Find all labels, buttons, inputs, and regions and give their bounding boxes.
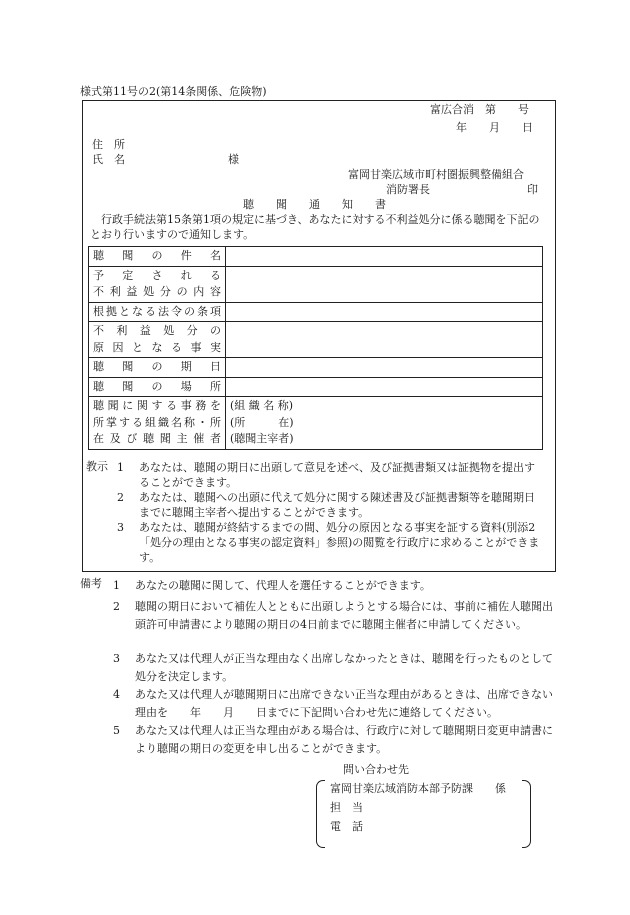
remark-text: あなた又は代理人が聴聞期日に出席できない正当な理由があるときは、出席できない理由を 年 月 日までに下記問い合わせ先に連絡してください。 [135, 688, 553, 719]
remark-text: 聴聞の期日において補佐人とともに出頭しようとする場合には、事前に補佐人聴聞出頭許可申請書により聴聞の期日の4日前までに聴聞主催者に申請してください。 [135, 600, 553, 631]
hearing-details-table [88, 246, 543, 450]
contact-phone-label: 電 話 [330, 820, 363, 833]
row-value[interactable] [226, 322, 543, 358]
instruction-number: 1 [117, 461, 124, 474]
table-row [89, 266, 543, 302]
contact-bracket-right [522, 780, 531, 848]
row-label [89, 302, 226, 322]
contact-department: 富岡甘楽広域消防本部予防課 係 [330, 782, 506, 795]
instruction-text: あなたは、聴聞への出頭に代えて処分に関する陳述書及び証拠書類等を聴聞期日までに聴聞主宰者へ提出することができます。 [139, 491, 535, 519]
row-label [89, 397, 226, 450]
table-row [89, 358, 543, 378]
honorific: 様 [228, 153, 239, 166]
instruction-number: 2 [117, 491, 124, 504]
row-label [89, 266, 226, 302]
row-label-line: 不利益処分の内容 [93, 285, 221, 298]
remark-number: 4 [113, 688, 120, 701]
table-row [89, 302, 543, 322]
row-label [89, 358, 226, 378]
remark-text: あなたの聴聞に関して、代理人を選任することができます。 [135, 579, 431, 592]
row-label-line: 不利益処分の [93, 324, 221, 337]
table-row [89, 322, 543, 358]
union-name: 富岡甘楽広域市町村圏振興整備組合 [348, 168, 524, 181]
row-value-line: (聴聞主宰者) [230, 432, 294, 445]
document-title: 聴 聞 通 知 書 [243, 198, 386, 211]
fire-chief-title: 消防署長 [386, 183, 430, 196]
intro-paragraph: 行政手続法第15条第1項の規定に基づき、あなたに対する不利益処分に係る聴聞を下記のとおり行いますので通知します。 [90, 213, 540, 241]
name-label: 氏 名 [92, 153, 125, 166]
remark-number: 3 [113, 652, 120, 665]
remark-number: 2 [113, 600, 120, 613]
remark-text: あなた又は代理人は正当な理由がある場合は、行政庁に対して聴聞期日変更申請書により聴聞の期日の変更を申し出ることができます。 [135, 724, 553, 755]
remarks-label: 備考 [80, 577, 102, 590]
address-label: 住 所 [92, 138, 125, 151]
date-line: 年 月 日 [456, 121, 533, 134]
remark-number: 5 [113, 724, 120, 737]
remark-number: 1 [113, 579, 120, 592]
row-value[interactable] [226, 266, 543, 302]
contact-bracket-left [316, 780, 325, 848]
row-label-line: 聴聞に関する事務を [93, 399, 221, 412]
table-row [89, 247, 543, 267]
document-number-line: 富広合消 第 号 [430, 103, 529, 116]
instruction-text: あなたは、聴聞が終結するまでの間、処分の原因となる事実を証する資料(別添2「処分の理由となる事実の認定資料」参照)の閲覧を行政庁に求めることができます。 [139, 521, 540, 564]
row-label-line: 所掌する組織名称・所 [93, 415, 221, 429]
row-label-line: 根拠となる法令の条項 [93, 304, 221, 318]
row-value[interactable] [226, 397, 543, 450]
row-label-line: 聴聞の件名 [93, 249, 221, 262]
row-label-line: 聴聞の場所 [93, 379, 221, 393]
row-label [89, 377, 226, 397]
seal-mark: 印 [527, 183, 538, 196]
row-value-line: (所 在) [230, 415, 294, 429]
row-value[interactable] [226, 247, 543, 267]
row-label-line: 予定される [93, 268, 221, 282]
instruction-text: あなたは、聴聞の期日に出頭して意見を述べ、及び証拠書類又は証拠物を提出することができます。 [139, 461, 535, 489]
row-label [89, 247, 226, 267]
remark-text: あなた又は代理人が正当な理由なく出席しなかったときは、聴聞を行ったものとして処分を決定します。 [135, 652, 553, 683]
contact-title: 問い合わせ先 [343, 763, 409, 776]
row-label-line: 原因となる事実 [93, 340, 221, 354]
form-number-heading: 様式第11号の2(第14条関係、危険物) [80, 85, 267, 98]
row-value[interactable] [226, 358, 543, 378]
row-label [89, 322, 226, 358]
contact-person-label: 担 当 [330, 801, 363, 814]
row-value[interactable] [226, 302, 543, 322]
row-label-line: 在及び聴聞主催者 [93, 432, 221, 445]
row-value-line: (組 織 名 称) [230, 399, 294, 412]
row-value[interactable] [226, 377, 543, 397]
instruction-number: 3 [117, 521, 124, 534]
row-label-line: 聴聞の期日 [93, 360, 221, 373]
instructions-label: 教示 [86, 460, 108, 473]
table-row [89, 397, 543, 450]
table-row [89, 377, 543, 397]
